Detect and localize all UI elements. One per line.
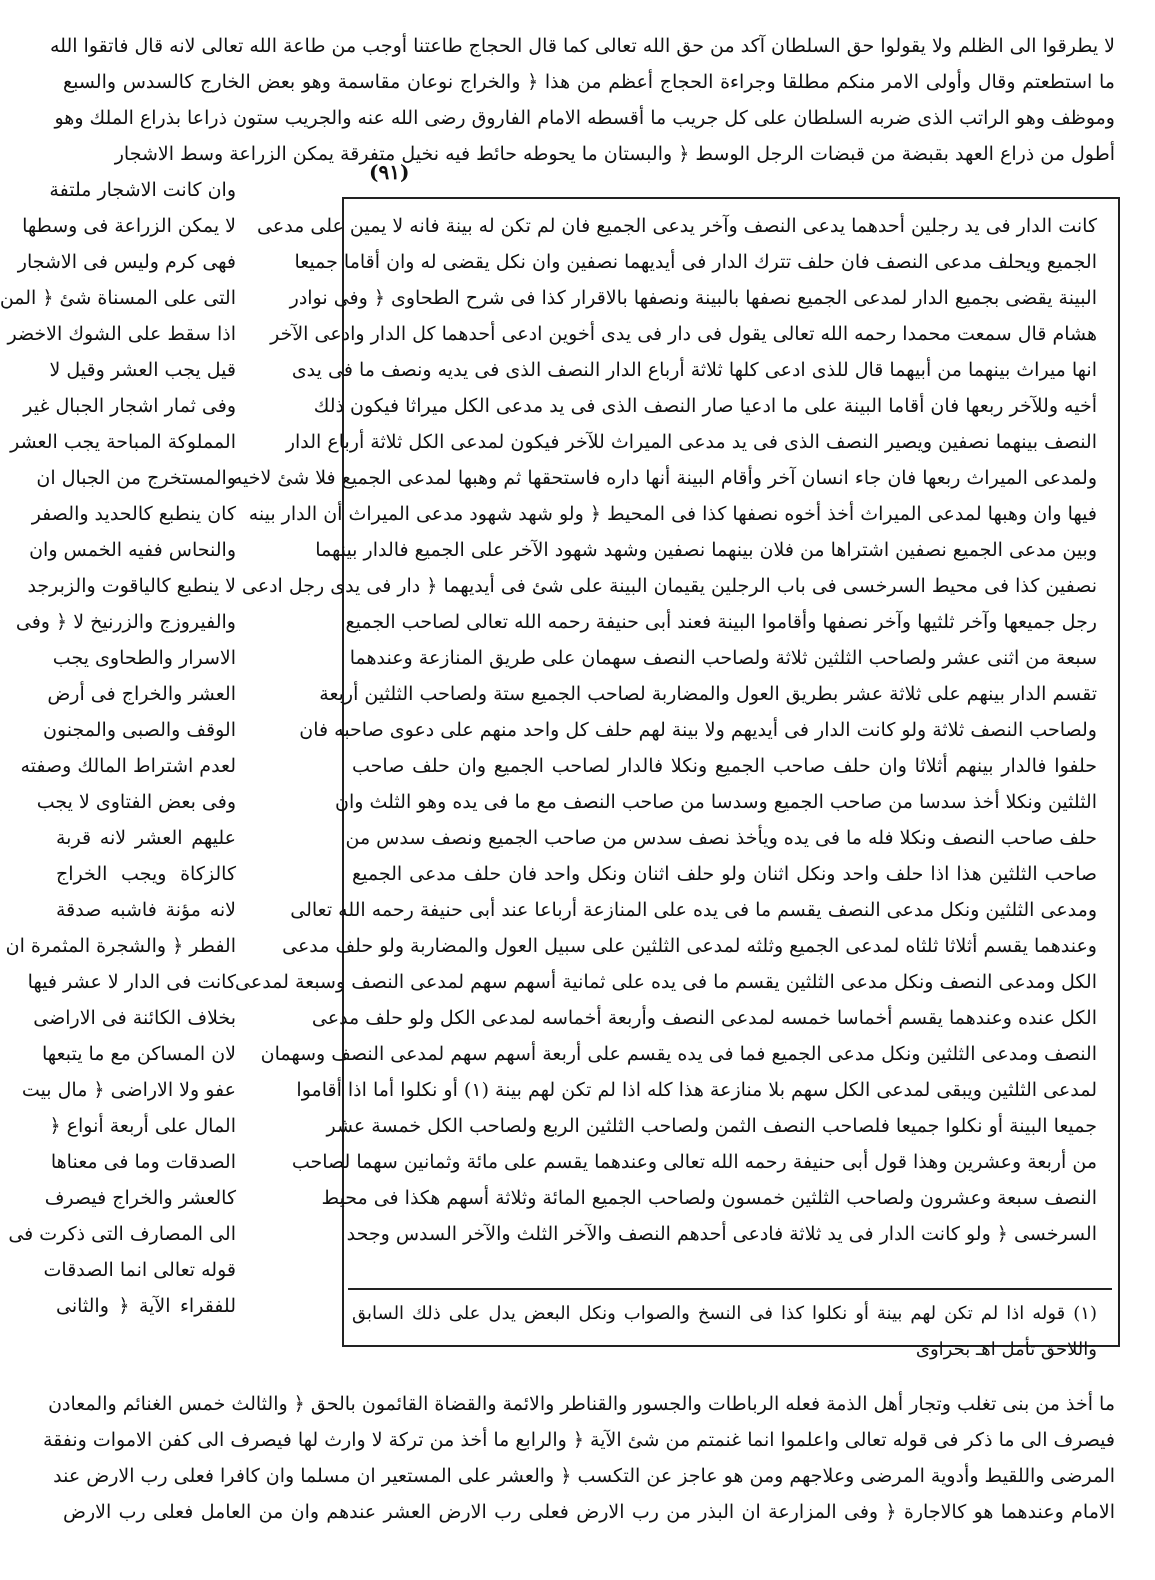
side-line: وان كانت الاشجار ملتفة (49, 179, 236, 201)
side-line: كانت فى الدار لا عشر فيها (27, 971, 236, 993)
side-line: لان المساكن مع ما يتبعها (42, 1043, 236, 1065)
side-line: وفى بعض الفتاوى لا يجب (36, 791, 236, 813)
top-line: أطول من ذراع العهد بقبضة من قبضات الرجل الوسط ﴿ والبستان ما يحوطه حائط فيه نخيل متفرقة يمكن الزراعة وسط الاشجار (114, 143, 1115, 165)
side-line: كان ينطبع كالحديد والصفر (31, 503, 236, 525)
side-line: قوله تعالى انما الصدقات (43, 1259, 236, 1281)
bottom-line: ما أخذ من بنى تغلب وتجار أهل الذمة فعله الرباطات والجسور والقناطر والائمة والقضاة القائمون بالحق ﴿ والثالث خمس الغنائم والمعادن (48, 1393, 1115, 1415)
side-line: لانه مؤنة فاشبه صدقة (56, 899, 236, 921)
side-line: وفى ثمار اشجار الجبال غير (23, 395, 236, 417)
box-line: الجميع ويحلف مدعى النصف فان حلف تترك الدار فى أيديهما نصفين وان نكل يقضى له وان أقاما جميعا (294, 251, 1097, 273)
side-line: لعدم اشتراط المالك وصفته (20, 755, 236, 777)
box-line: الثلثين ونكلا أخذ سدسا من صاحب الجميع وسدسا من صاحب النصف مع ما فى يده وهو الثلث وان (335, 791, 1097, 813)
footnote-line: (١) قوله اذا لم تكن لهم بينة أو نكلوا كذا فى النسخ والصواب ونكل البعض يدل على ذلك السابق (352, 1303, 1097, 1324)
side-line: الفطر ﴿ والشجرة المثمرة ان (5, 935, 236, 957)
side-line: فهى كرم وليس فى الاشجار (17, 251, 236, 273)
box-line: النصف سبعة وعشرون ولصاحب الثلثين خمسون ولصاحب الجميع المائة وثلاثة أسهم هكذا فى محيط (321, 1187, 1097, 1209)
side-line: اذا سقط على الشوك الاخضر (7, 323, 236, 345)
box-line: حلف صاحب النصف ونكلا فله ما فى يده ويأخذ نصف سدس من صاحب الجميع ونصف سدس من (345, 827, 1097, 849)
box-line: هشام قال سمعت محمدا رحمه الله تعالى يقول فى دار فى يدى أخوين ادعى أحدهما كل الدار وادعى الآخر (270, 323, 1097, 345)
side-line: العشر والخراج فى أرض (47, 683, 236, 705)
side-line: للفقراء الآية ﴿ والثانى (56, 1295, 236, 1317)
side-line: المملوكة المباحة يجب العشر (10, 431, 236, 453)
side-line: المال على أربعة أنواع ﴿ (49, 1115, 236, 1137)
side-line: والفيروزج والزرنيخ لا ﴿ وفى (15, 611, 236, 633)
box-line: أخيه وللآخر ربعها فان أقاما البينة على ما ادعيا صار النصف الذى فى يد مدعى الكل ميراثا فيكون ذلك (313, 395, 1097, 417)
side-line: كالعشر والخراج فيصرف (44, 1187, 236, 1209)
top-line: لا يطرقوا الى الظلم ولا يقولوا حق السلطان آكد من حق الله تعالى كما قال الحجاج طاعتنا أوجب من طاعة الله تعالى لانه قال فاتقوا الله (49, 35, 1115, 57)
side-line: والنحاس ففيه الخمس وان (29, 539, 236, 561)
box-line: فيها وان وهبها لمدعى الميراث أخذ أخوه نصفها كذا فى المحيط ﴿ ولو شهد شهود مدعى الميراث أن الدار بينه (248, 503, 1097, 525)
box-line: ولصاحب النصف ثلاثة ولو كانت الدار فى أيديهم ولا بينة لهم حلف كل واحد منهم على دعوى صاحبه فان (299, 719, 1097, 741)
box-line: النصف بينهما نصفين ويصير النصف الذى فى يد مدعى الميراث للآخر فيكون لمدعى الكل ثلاثة أرباع الدار (285, 431, 1097, 453)
box-line: السرخسى ﴿ ولو كانت الدار فى يد ثلاثة فادعى أحدهم النصف والآخر الثلث والآخر السدس وجحد (346, 1223, 1097, 1245)
box-line: وبين مدعى الجميع نصفين اشتراها من فلان بينهما نصفين وشهد شهود الآخر على الجميع فالدار بينهما (315, 539, 1097, 561)
top-line: ما استطعتم وقال وأولى الامر منكم مطلقا وجراءة الحجاج أعظم من هذا ﴿ والخراج نوعان مقاسمة وهو بعض الخارج كالسدس والسبع (63, 71, 1115, 93)
box-line: حلفوا فالدار بينهم أثلاثا وان حلف صاحب الجميع ونكلا فالدار لصاحب الجميع وان حلف صاحب (352, 755, 1097, 777)
side-line: عفو ولا الاراضى ﴿ مال بيت (21, 1079, 236, 1101)
side-line: الصدقات وما فى معناها (50, 1151, 236, 1173)
box-line: انها ميراث بينهما من أبيهما قال للذى ادعى كلها ثلاثة أرباع الدار النصف الذى فى يديه ونصف ما فى يدى (291, 359, 1097, 381)
side-line: الوقف والصبى والمجنون (43, 719, 236, 741)
side-line: الاسرار والطحاوى يجب (52, 647, 236, 669)
page-number: (٩١) (369, 160, 410, 184)
footnote-divider (348, 1288, 1112, 1290)
bottom-line: الامام وعندهما هو كالاجارة ﴿ وفى المزارعة ان البذر من رب الارض فعلى رب الارض العشر عندهم وان من العامل فعلى رب الارض (63, 1501, 1115, 1523)
box-line: تقسم الدار بينهم على ثلاثة عشر بطريق العول والمضاربة لصاحب الجميع ستة ولصاحب الثلثين أربعة (319, 683, 1097, 705)
box-line: وعندهما يقسم أثلاثا ثلثاه لمدعى الجميع وثلثه لمدعى الثلثين على سبيل العول والمضاربة ولو حلف مدعى (282, 935, 1097, 957)
side-line: عليهم العشر لانه قربة (56, 827, 236, 849)
box-line: سبعة من اثنى عشر ولصاحب الثلثين ثلاثة ولصاحب النصف سهمان على طريق المنازعة وعندهما (349, 647, 1097, 669)
side-line: والمستخرج من الجبال ان (36, 467, 236, 489)
bottom-line: فيصرف الى ما ذكر فى قوله تعالى واعلموا انما غنمتم من شئ الآية ﴿ والرابع ما أخذ من تركة لا وارث لها فيصرف الى كفن الاموات ونفقة (42, 1429, 1115, 1451)
box-line: رجل جميعها وآخر ثلثيها وآخر نصفها وأقاموا البينة فعند أبى حنيفة رحمه الله تعالى لصاحب الجميع (345, 611, 1097, 633)
side-line: لا يمكن الزراعة فى وسطها (22, 215, 236, 237)
box-line: جميعا البينة أو نكلوا جميعا فلصاحب النصف الثمن ولصاحب الثلثين الربع ولصاحب الكل خمسة عشر (326, 1115, 1097, 1137)
bottom-line: المرضى واللقيط وأدوية المرضى وعلاجهم ومن هو عاجز عن التكسب ﴿ والعشر على المستعير ان مسلما وان كافرا فعلى رب الارض عند (53, 1465, 1115, 1487)
side-line: الى المصارف التى ذكرت فى (8, 1223, 236, 1245)
top-line: وموظف وهو الراتب الذى ضربه السلطان على كل جريب ما أقسطه الامام الفاروق رضى الله عنه والجريب ستون ذراعا بذراع الملك وهو (54, 107, 1115, 129)
box-line: صاحب الثلثين هذا اذا حلف واحد ونكل اثنان ولو حلف اثنان ونكل واحد فان حلف مدعى الجميع (352, 863, 1097, 885)
side-line: بخلاف الكائنة فى الاراضى (33, 1007, 236, 1029)
side-line: لا ينطبع كالياقوت والزبرجد (27, 575, 236, 597)
side-line: كالزكاة ويجب الخراج (56, 863, 236, 885)
box-line: ولمدعى الميراث ربعها فان جاء انسان آخر وأقام البينة أنها داره فاستحقها ثم وهبها لمدعى الجميع فلا شئ لاخيه (232, 467, 1097, 489)
footnote-line: واللاحق تأمل اهـ بحراوى (915, 1339, 1097, 1360)
side-line: قيل يجب العشر وقيل لا (49, 359, 236, 381)
box-line: الكل عنده وعندهما يقسم أخماسا خمسه لمدعى النصف وأربعة أخماسه لمدعى الكل ولو حلف مدعى (311, 1007, 1097, 1029)
box-line: كانت الدار فى يد رجلين أحدهما يدعى النصف وآخر يدعى الجميع فان لم تكن له بينة فانه لا يمين على مدعى (257, 215, 1097, 237)
box-line: الكل ومدعى النصف ونكل مدعى الثلثين يقسم ما فى يده على ثمانية أسهم سهم لمدعى النصف وسبعة لمدعى (235, 971, 1097, 993)
side-line: التى على المسناة شئ ﴿ المن (0, 287, 236, 309)
box-line: لمدعى الثلثين ويبقى لمدعى الكل سهم بلا منازعة هذا كله اذا لم تكن لهم بينة (١) أو نكلوا أما اذا أقاموا (296, 1079, 1097, 1101)
box-line: النصف ومدعى الثلثين ونكل مدعى الجميع فما فى يده يقسم على أربعة أسهم سهم لمدعى النصف وسهمان (260, 1043, 1097, 1065)
box-line: البينة يقضى بجميع الدار لمدعى الجميع نصفها بالبينة ونصفها بالاقرار كذا فى شرح الطحاوى ﴿ وفى نوادر (289, 287, 1097, 309)
box-line: نصفين كذا فى محيط السرخسى فى باب الرجلين يقيمان البينة على شئ فى أيديهما ﴿ دار فى يدى رجل ادعى (241, 575, 1097, 597)
box-line: من أربعة وعشرين وهذا قول أبى حنيفة رحمه الله تعالى وعندهما يقسم على مائة وثمانين سهما لصاحب (291, 1151, 1097, 1173)
box-line: ومدعى الثلثين ونكل مدعى النصف يقسم ما فى يده على المنازعة أرباعا عند أبى حنيفة رحمه الله تعالى (290, 899, 1097, 921)
